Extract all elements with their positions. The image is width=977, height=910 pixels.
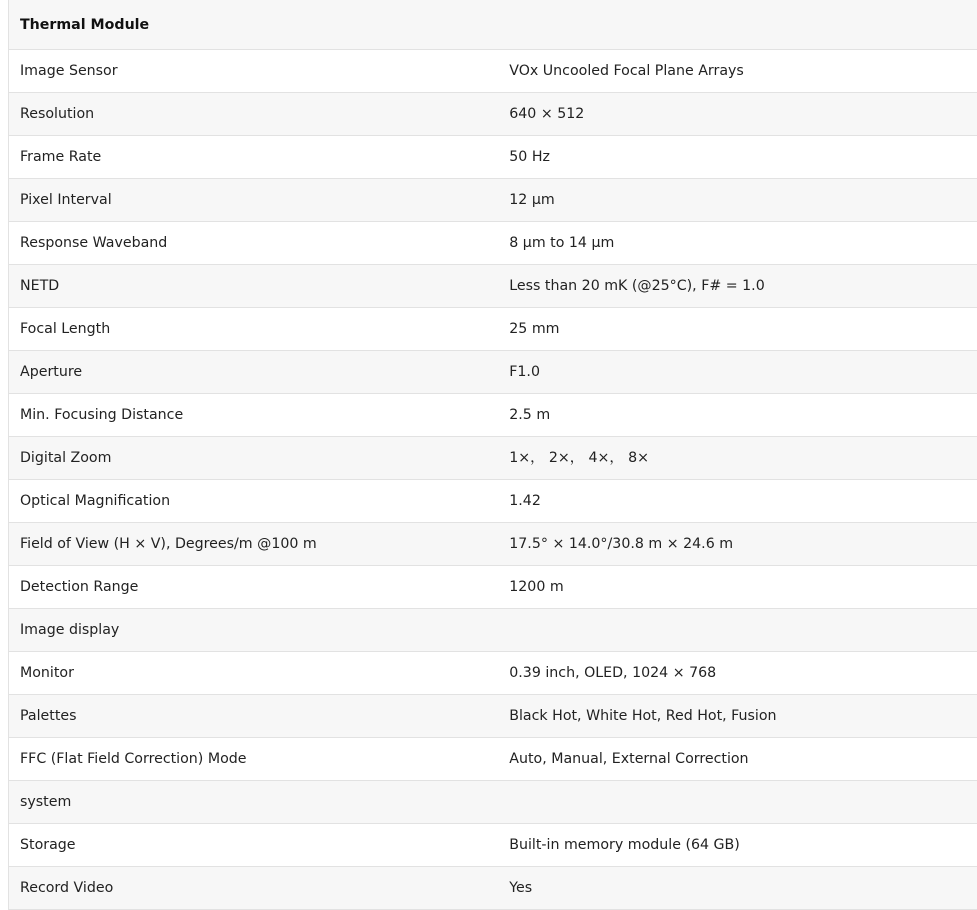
spec-row (9, 781, 977, 824)
spec-value: 640 × 512 (498, 93, 977, 136)
spec-value: 0.39 inch, OLED, 1024 × 768 (498, 652, 977, 695)
spec-row (9, 265, 977, 308)
spec-label: Detection Range (9, 566, 499, 609)
spec-row (9, 824, 977, 867)
spec-row (9, 179, 977, 222)
spec-value: 1200 m (498, 566, 977, 609)
spec-row (9, 351, 977, 394)
spec-value (498, 781, 977, 824)
spec-label: Storage (9, 824, 499, 867)
spec-label: Resolution (9, 93, 499, 136)
spec-value: 1.42 (498, 480, 977, 523)
spec-row (9, 867, 977, 910)
spec-row (9, 609, 977, 652)
spec-row (9, 523, 977, 566)
spec-label: Image display (9, 609, 499, 652)
spec-label: Palettes (9, 695, 499, 738)
spec-label: NETD (9, 265, 499, 308)
spec-row (9, 437, 977, 480)
spec-value: 1×， 2×， 4×， 8× (498, 437, 977, 480)
spec-row (9, 222, 977, 265)
spec-label: Frame Rate (9, 136, 499, 179)
spec-table (8, 0, 977, 910)
spec-label: Image Sensor (9, 50, 499, 93)
spec-label: FFC (Flat Field Correction) Mode (9, 738, 499, 781)
spec-row (9, 480, 977, 523)
spec-value: Black Hot, White Hot, Red Hot, Fusion (498, 695, 977, 738)
spec-value (498, 609, 977, 652)
spec-row (9, 652, 977, 695)
spec-label: Aperture (9, 351, 499, 394)
spec-value: 50 Hz (498, 136, 977, 179)
spec-row (9, 308, 977, 351)
spec-label: Monitor (9, 652, 499, 695)
spec-row (9, 93, 977, 136)
spec-value: Yes (498, 867, 977, 910)
spec-row (9, 50, 977, 93)
spec-label: Min. Focusing Distance (9, 394, 499, 437)
spec-row (9, 136, 977, 179)
spec-value: 25 mm (498, 308, 977, 351)
spec-label: Field of View (H × V), Degrees/m @100 m (9, 523, 499, 566)
section-title: Thermal Module (9, 0, 977, 50)
spec-value: Auto, Manual, External Correction (498, 738, 977, 781)
spec-label: Record Video (9, 867, 499, 910)
spec-label: system (9, 781, 499, 824)
spec-row (9, 566, 977, 609)
spec-label: Focal Length (9, 308, 499, 351)
spec-value: 12 μm (498, 179, 977, 222)
spec-value: VOx Uncooled Focal Plane Arrays (498, 50, 977, 93)
spec-value: Built-in memory module (64 GB) (498, 824, 977, 867)
spec-label: Optical Magnification (9, 480, 499, 523)
spec-value: 2.5 m (498, 394, 977, 437)
spec-value: 17.5° × 14.0°/30.8 m × 24.6 m (498, 523, 977, 566)
spec-value: 8 μm to 14 μm (498, 222, 977, 265)
spec-label: Response Waveband (9, 222, 499, 265)
spec-row (9, 695, 977, 738)
spec-row (9, 394, 977, 437)
spec-value: F1.0 (498, 351, 977, 394)
section-header-row (9, 0, 977, 50)
spec-label: Pixel Interval (9, 179, 499, 222)
spec-label: Digital Zoom (9, 437, 499, 480)
spec-row (9, 738, 977, 781)
spec-value: Less than 20 mK (@25°C), F# = 1.0 (498, 265, 977, 308)
